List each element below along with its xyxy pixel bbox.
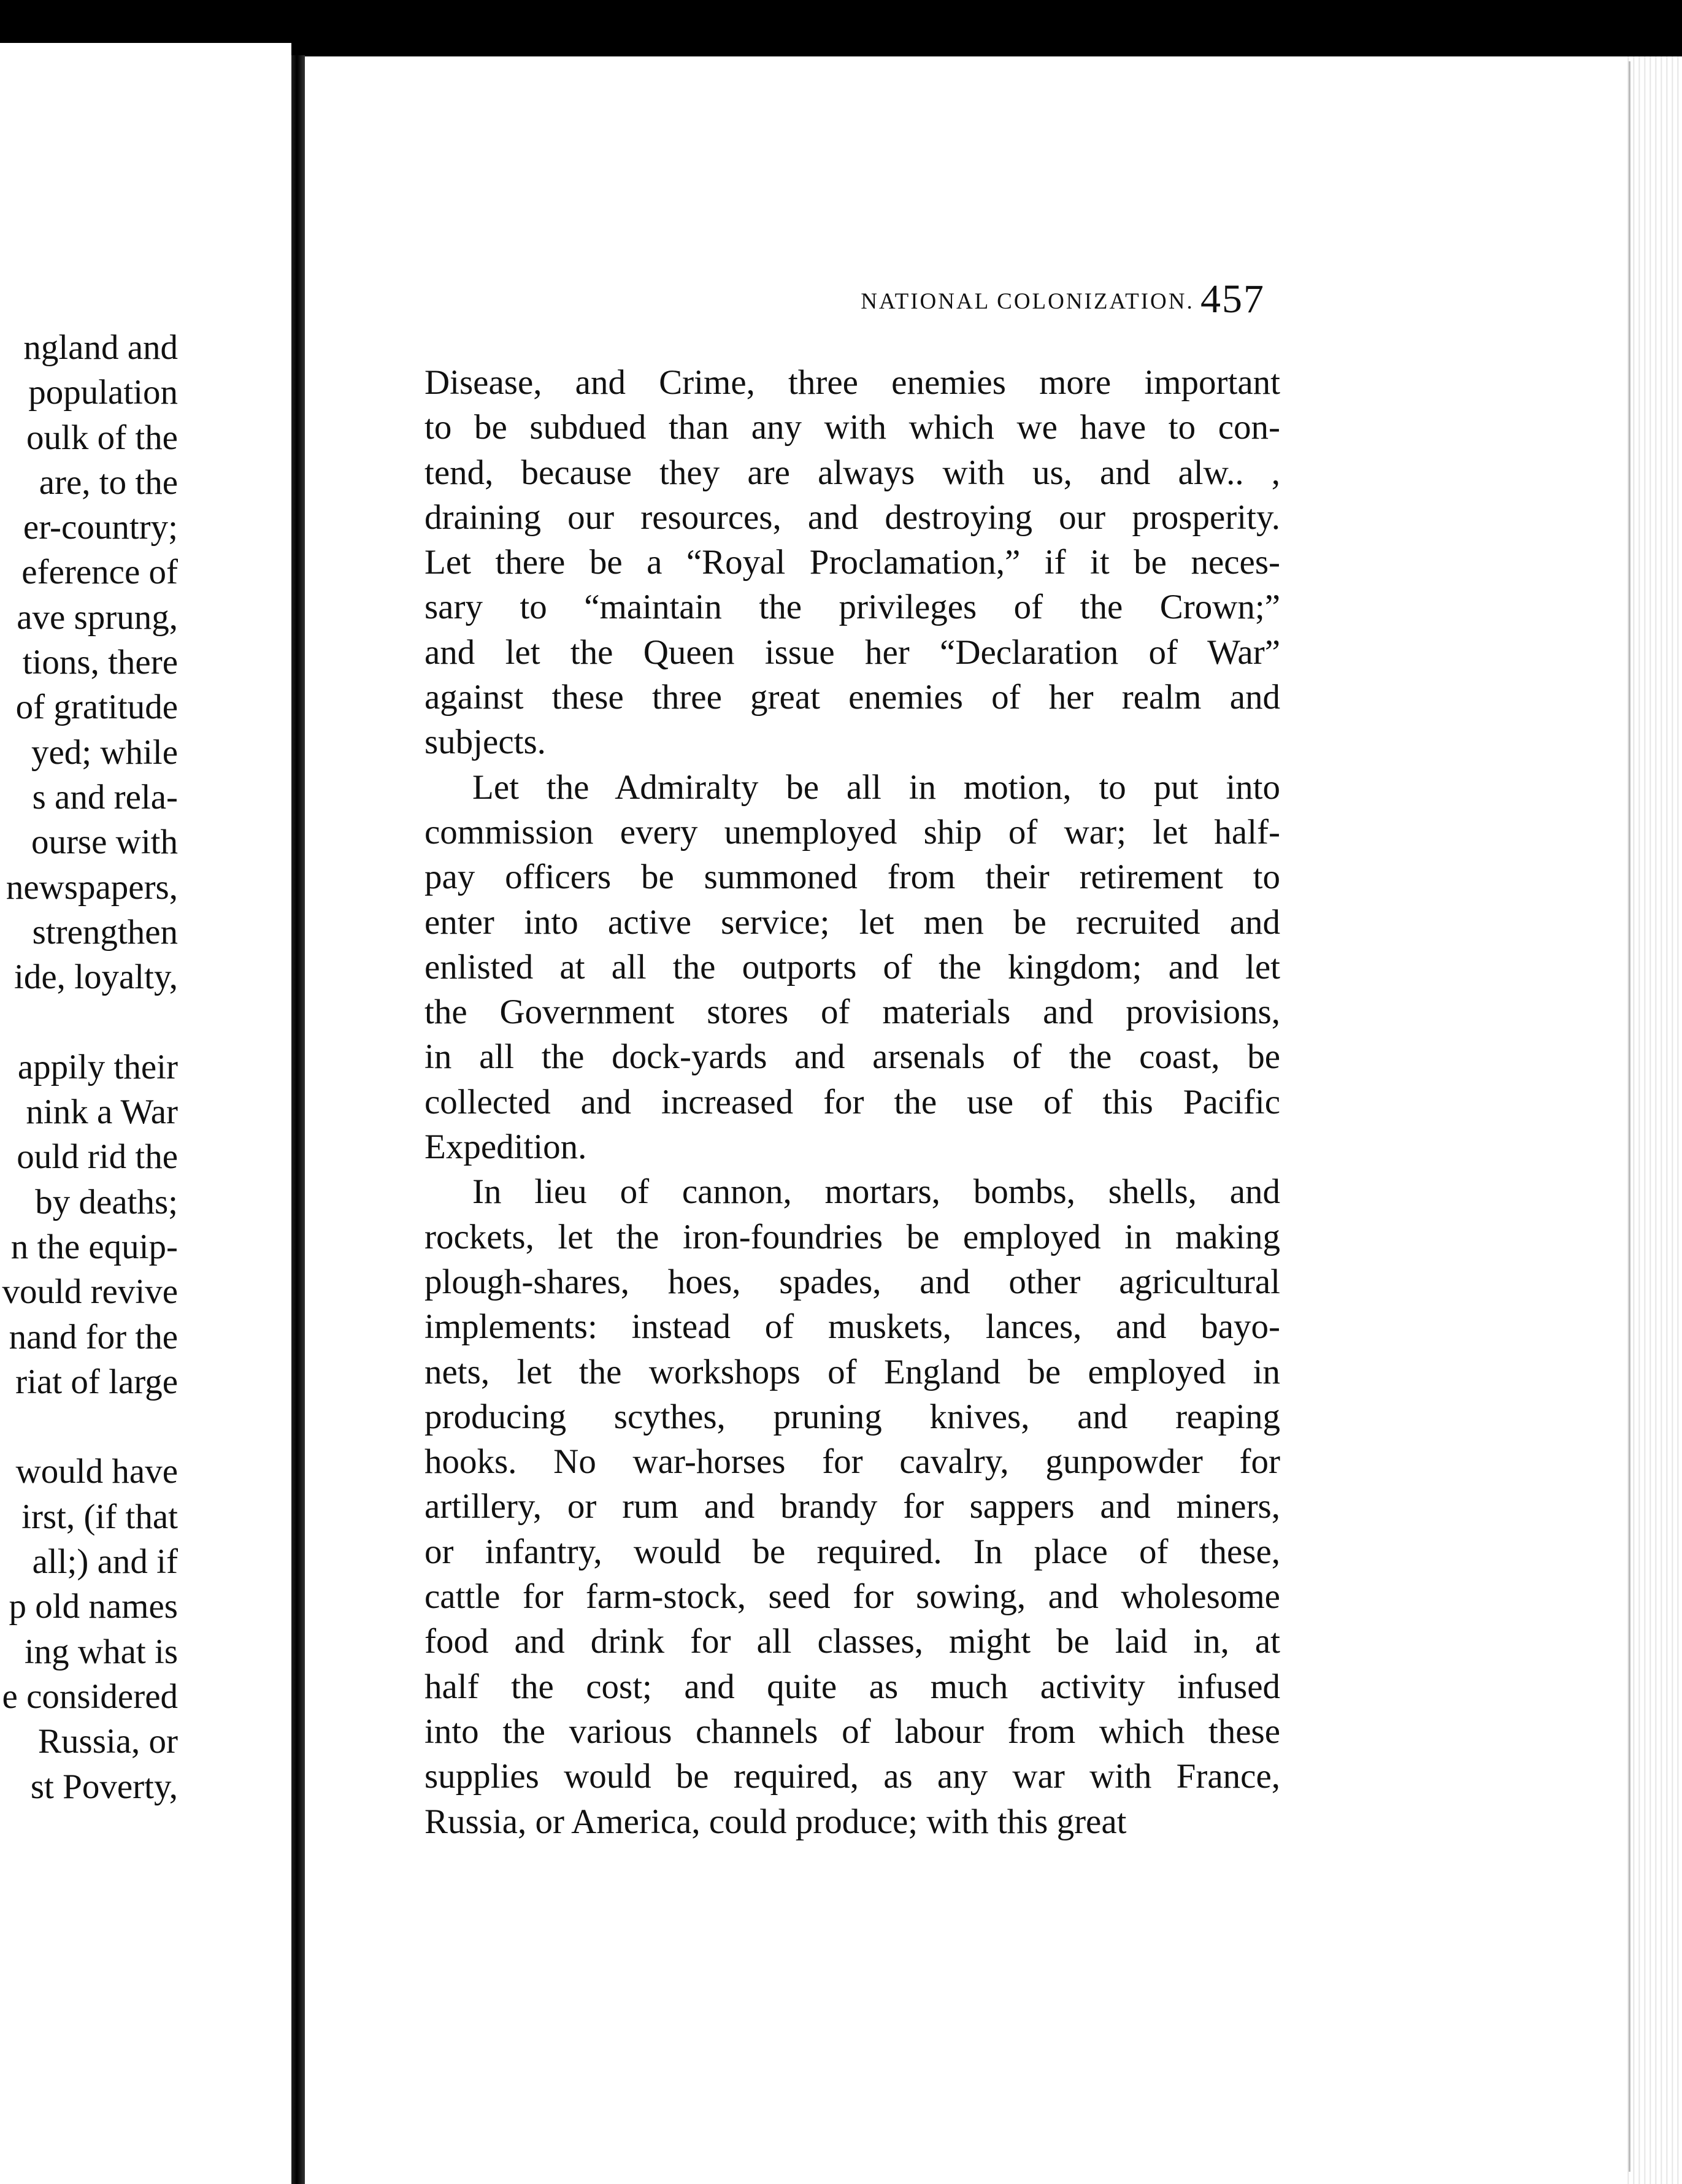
left-page-line: by deaths; <box>35 1182 178 1221</box>
text-line: commission every unemployed ship of war; let half- <box>424 812 1280 852</box>
left-page-line: nink a War <box>26 1093 178 1132</box>
paragraph <box>424 765 1280 1170</box>
text-line: tend, because they are always with us, and alw.. , <box>424 453 1280 492</box>
text-line: half the cost; and quite as much activity infused <box>424 1667 1280 1706</box>
text-line: producing scythes, pruning knives, and reaping <box>424 1397 1280 1436</box>
left-page-line: s and rela- <box>32 777 178 817</box>
left-page-text <box>0 325 178 1809</box>
text-line: cattle for farm-stock, seed for sowing, and wholesome <box>424 1577 1280 1617</box>
page-number: 457 <box>1200 277 1265 321</box>
text-line: into the various channels of labour from which these <box>424 1712 1280 1751</box>
text-line: Let there be a “Royal Proclamation,” if it be neces- <box>424 543 1280 582</box>
text-line: In lieu of cannon, mortars, bombs, shells, and <box>472 1172 1280 1212</box>
text-line: Disease, and Crime, three enemies more important <box>424 363 1280 402</box>
left-page-line: ourse with <box>31 823 178 862</box>
text-line: collected and increased for the use of this Pacific <box>424 1082 1280 1121</box>
left-page-line: tions, there <box>22 643 178 682</box>
text-line: draining our resources, and destroying our prosperity. <box>424 498 1280 537</box>
right-page <box>305 56 1624 2184</box>
text-line: food and drink for all classes, might be laid in, at <box>424 1622 1280 1661</box>
left-page-line: oulk of the <box>26 418 178 457</box>
text-line: nets, let the workshops of England be employed in <box>424 1352 1280 1391</box>
text-line: to be subdued than any with which we have to con- <box>424 408 1280 447</box>
left-page-line: eference of <box>21 553 178 592</box>
text-line: against these three great enemies of her realm and <box>424 678 1280 717</box>
left-page-line: Russia, or <box>38 1722 178 1761</box>
left-page <box>0 43 291 2184</box>
text-line: Let the Admiralty be all in motion, to put into <box>472 767 1280 807</box>
left-page-line: ngland and <box>23 328 178 367</box>
left-page-line: riat of large <box>15 1362 178 1401</box>
running-head: NATIONAL COLONIZATION. <box>861 289 1194 314</box>
text-line: rockets, let the iron-foundries be employed in making <box>424 1217 1280 1256</box>
left-page-line: nand for the <box>9 1317 178 1356</box>
body-text <box>424 360 1280 1844</box>
text-line: supplies would be required, as any war with France, <box>424 1757 1280 1796</box>
left-page-line: p old names <box>9 1587 178 1626</box>
left-page-blank-line <box>0 999 178 1044</box>
left-page-line: all;) and if <box>32 1542 178 1582</box>
left-page-line: appily their <box>17 1047 178 1086</box>
text-line: enlisted at all the outports of the kingdom; and let <box>424 947 1280 986</box>
left-page-line: n the equip- <box>10 1227 178 1266</box>
left-page-line: e considered <box>2 1677 178 1716</box>
paragraph <box>424 360 1280 765</box>
text-line: subjects. <box>424 723 546 762</box>
text-line: pay officers be summoned from their retirement to <box>424 858 1280 897</box>
left-page-line: er-country; <box>23 508 178 547</box>
text-line: plough-shares, hoes, spades, and other agricultural <box>424 1262 1280 1301</box>
text-line: or infantry, would be required. In place of these, <box>424 1532 1280 1571</box>
text-line: artillery, or rum and brandy for sappers and miners, <box>424 1487 1280 1526</box>
left-page-line: st Poverty, <box>30 1767 178 1806</box>
left-page-line: ould rid the <box>17 1137 178 1177</box>
left-page-line: ide, loyalty, <box>14 958 178 997</box>
paragraph <box>424 1169 1280 1844</box>
left-page-line: are, to the <box>39 463 178 502</box>
page-edges <box>1624 56 1682 2184</box>
left-page-line: would have <box>15 1452 178 1491</box>
left-page-line: vould revive <box>2 1272 178 1312</box>
left-page-line: population <box>28 373 178 412</box>
left-page-line: strengthen <box>32 912 178 952</box>
left-page-line: yed; while <box>31 732 178 772</box>
left-page-line: newspapers, <box>6 867 178 907</box>
left-page-line: irst, (if that <box>21 1497 178 1536</box>
book-gutter <box>291 55 305 2184</box>
page-edge-line <box>1629 61 1630 2172</box>
left-page-line: ave sprung, <box>17 598 178 637</box>
text-line: Expedition. <box>424 1128 587 1167</box>
left-page-line: of gratitude <box>15 688 178 727</box>
left-page-blank-line <box>0 1404 178 1449</box>
text-line: in all the dock-yards and arsenals of the coast, be <box>424 1037 1280 1077</box>
text-line: Russia, or America, could produce; with this great <box>424 1802 1127 1841</box>
left-page-line: ing what is <box>24 1632 178 1671</box>
text-line: implements: instead of muskets, lances, and bayo- <box>424 1307 1280 1347</box>
text-line: sary to “maintain the privileges of the Crown;” <box>424 588 1280 627</box>
text-line: the Government stores of materials and provisions, <box>424 993 1280 1032</box>
text-line: and let the Queen issue her “Declaration of War” <box>424 633 1280 672</box>
text-line: enter into active service; let men be recruited and <box>424 902 1280 942</box>
text-line: hooks. No war-horses for cavalry, gunpowder for <box>424 1442 1280 1482</box>
